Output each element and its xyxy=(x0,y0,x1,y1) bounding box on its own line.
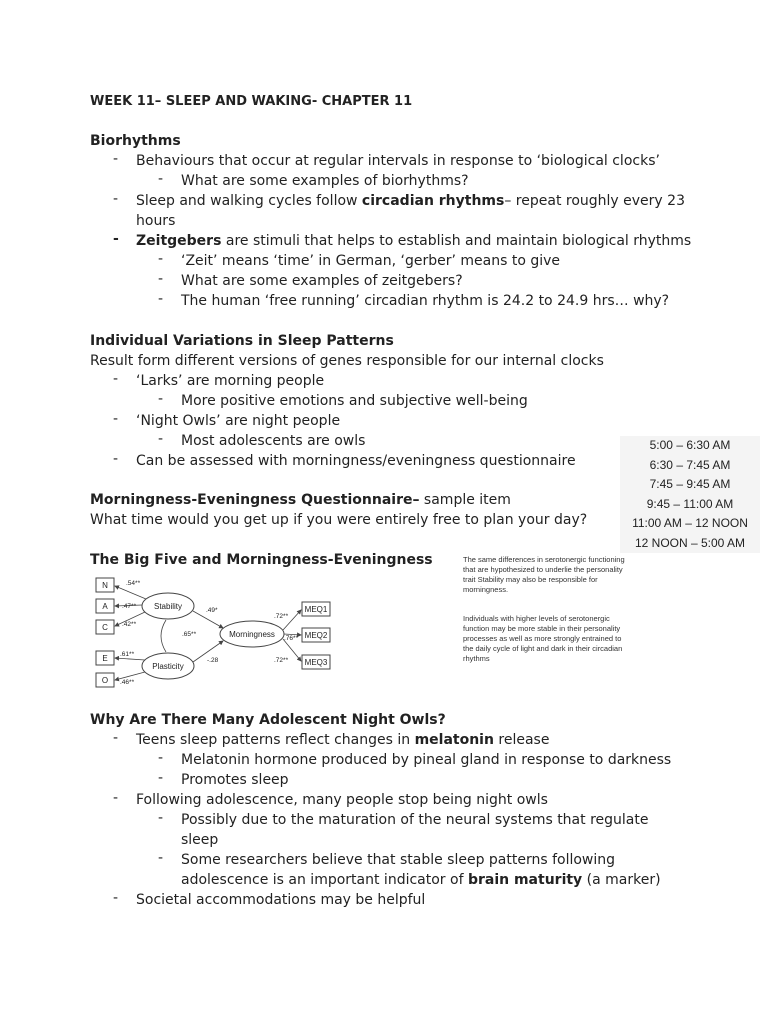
biorhythms-b2-cont: hours xyxy=(136,213,176,229)
bullet-dash: - xyxy=(158,750,164,766)
trait-label-e: E xyxy=(102,654,108,663)
time-option: 6:30 – 7:45 AM xyxy=(649,457,731,472)
meq-heading xyxy=(90,490,511,510)
bullet-dash: - xyxy=(158,291,164,307)
biorhythms-b1a: What are some examples of biorhythms? xyxy=(181,173,469,189)
trait-label-a: A xyxy=(102,602,108,611)
path-diagram xyxy=(90,572,350,692)
biorhythms-b3b: What are some examples of zeitgebers? xyxy=(181,273,463,289)
bullet-dash: - xyxy=(113,890,119,906)
time-options-list xyxy=(620,436,760,553)
o2b-text-post: (a marker) xyxy=(582,872,661,888)
loading-label: .72** xyxy=(274,613,289,620)
meq-heading-bold: Morningness-Eveningness Questionnaire– xyxy=(90,492,420,508)
o1-text: Teens sleep patterns reflect changes in xyxy=(136,732,415,748)
bullet-dash: - xyxy=(113,151,119,167)
bullet-dash: - xyxy=(158,251,164,267)
meq3-label: MEQ3 xyxy=(304,658,328,667)
bullet-dash: - xyxy=(113,371,119,387)
meq-heading-post: sample item xyxy=(419,492,511,508)
bullet-dash: - xyxy=(113,451,119,467)
biorhythms-b3 xyxy=(136,231,691,251)
time-option: 11:00 AM – 12 NOON xyxy=(632,516,748,530)
page-title: WEEK 11– SLEEP AND WAKING- CHAPTER 11 xyxy=(90,94,413,109)
owls-o2a: Possibly due to the maturation of the neural systems that regulate xyxy=(181,812,649,828)
owls-o1 xyxy=(136,730,549,750)
bigfive-heading: The Big Five and Morningness-Eveningness xyxy=(90,552,433,568)
biorhythms-heading: Biorhythms xyxy=(90,133,181,149)
variations-l1a: More positive emotions and subjective well-being xyxy=(181,393,528,409)
b2-text: Sleep and walking cycles follow xyxy=(136,193,362,209)
zeitgebers-term: Zeitgebers xyxy=(136,233,222,249)
time-option: 7:45 – 9:45 AM xyxy=(649,477,731,491)
path-line xyxy=(115,658,145,660)
variations-l3: Can be assessed with morningness/eveningness questionnaire xyxy=(136,453,576,469)
trait-label-c: C xyxy=(102,623,108,632)
bullet-dash: - xyxy=(158,810,164,826)
owls-o2a-cont: sleep xyxy=(181,832,219,848)
biorhythms-b1: Behaviours that occur at regular intervals in response to ‘biological clocks’ xyxy=(136,153,660,169)
bullet-dash: - xyxy=(113,730,119,746)
variations-intro: Result form different versions of genes responsible for our internal clocks xyxy=(90,353,604,369)
latent-label-stability: Stability xyxy=(153,602,183,611)
path-line xyxy=(115,586,146,599)
latent-label-plasticity: Plasticity xyxy=(152,662,184,671)
bullet-dash: - xyxy=(113,790,119,806)
variations-l2: ‘Night Owls’ are night people xyxy=(136,413,341,429)
circadian-rhythms-term: circadian rhythms xyxy=(361,193,505,209)
bullet-dash: - xyxy=(158,391,164,407)
bullet-dash: - xyxy=(113,411,119,427)
figure-note-2: Individuals with higher levels of serotonergic function may be more stable in their personality processes as well as more strongly entrained to the daily cycle of light and dark in their circadian rhythms xyxy=(463,614,623,663)
owls-o1b: Promotes sleep xyxy=(181,772,289,788)
trait-label-o: O xyxy=(101,676,109,685)
biorhythms-b3c: The human ‘free running’ circadian rhythm is 24.2 to 24.9 hrs… why? xyxy=(181,293,670,309)
loading-label: .61** xyxy=(120,651,135,658)
biorhythms-b2 xyxy=(136,191,685,211)
owls-o2b: Some researchers believe that stable sleep patterns following xyxy=(181,852,616,868)
loading-label: .47** xyxy=(122,603,137,610)
owls-o1a: Melatonin hormone produced by pineal gland in response to darkness xyxy=(181,752,672,768)
owls-heading: Why Are There Many Adolescent Night Owls? xyxy=(90,712,446,728)
variations-l1: ‘Larks’ are morning people xyxy=(136,373,325,389)
time-option: 12 NOON – 5:00 AM xyxy=(634,535,746,550)
meq1-label: MEQ1 xyxy=(304,605,328,614)
bullet-dash: - xyxy=(113,191,119,207)
owls-o3: Societal accommodations may be helpful xyxy=(136,892,426,908)
latent-label-morningness: Morningness xyxy=(229,630,275,639)
bullet-dash: - xyxy=(113,231,119,247)
bullet-dash: - xyxy=(158,431,164,447)
loading-label: .54** xyxy=(126,580,141,587)
o1-text-post: release xyxy=(493,732,550,748)
loading-label: .49* xyxy=(206,607,218,614)
bullet-dash: - xyxy=(158,770,164,786)
brain-maturity-term: brain maturity xyxy=(467,872,583,888)
trait-label-n: N xyxy=(102,581,108,590)
owls-o2b-cont xyxy=(181,870,661,890)
melatonin-term: melatonin xyxy=(414,732,494,748)
loading-label: .46** xyxy=(120,679,135,686)
loading-label: .72** xyxy=(274,657,289,664)
time-option: 9:45 – 11:00 AM xyxy=(646,496,734,511)
loading-label: -.28 xyxy=(207,657,219,664)
biorhythms-b3a: ‘Zeit’ means ‘time’ in German, ‘gerber’ means to give xyxy=(181,253,561,269)
bullet-dash: - xyxy=(158,171,164,187)
meq-question: What time would you get up if you were entirely free to plan your day? xyxy=(90,512,588,528)
figure-note-1: The same differences in serotonergic functioning that are hypothesized to underlie the personality trait Stability may also be responsible for morningness. xyxy=(463,555,625,594)
loading-label: .76** xyxy=(284,635,299,642)
variations-l2a: Most adolescents are owls xyxy=(181,433,366,449)
bullet-dash: - xyxy=(158,850,164,866)
time-option: 5:00 – 6:30 AM xyxy=(649,438,731,452)
o2b-text: adolescence is an important indicator of xyxy=(181,872,468,888)
variations-heading: Individual Variations in Sleep Patterns xyxy=(90,333,394,349)
path-line xyxy=(161,620,166,652)
b3-text: are stimuli that helps to establish and maintain biological rhythms xyxy=(221,233,692,249)
loading-label: .65** xyxy=(182,631,197,638)
b2-text-post: – repeat roughly every 23 xyxy=(504,193,685,209)
bullet-dash: - xyxy=(158,271,164,287)
loading-label: .42** xyxy=(122,621,137,628)
owls-o2: Following adolescence, many people stop being night owls xyxy=(136,792,548,808)
meq2-label: MEQ2 xyxy=(304,631,328,640)
